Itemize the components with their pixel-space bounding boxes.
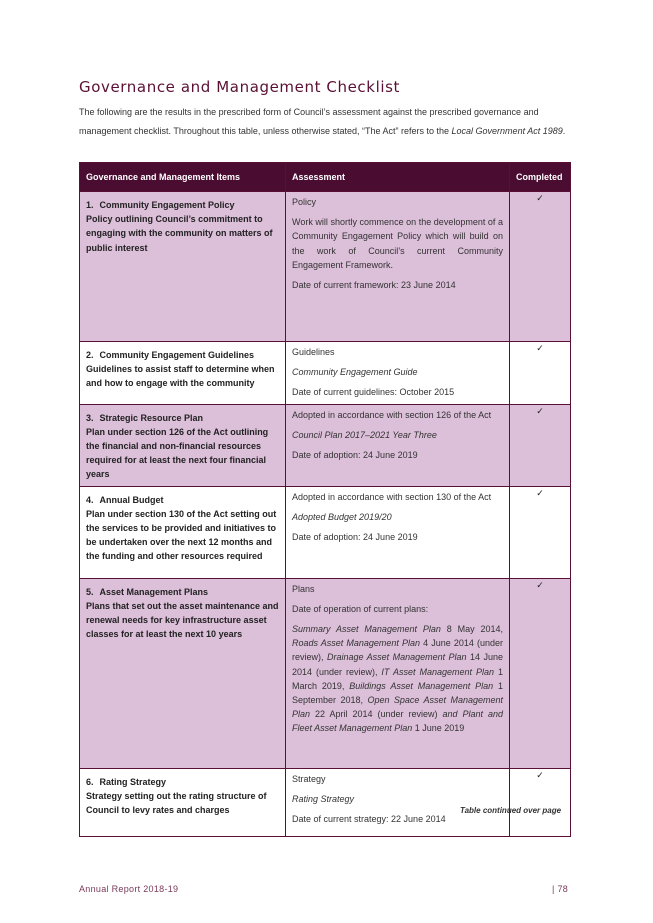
item-description: Plan under section 130 of the Act setting out the services to be provided and initiatives to be undertaken over the next 12 months and the funding and other resources required xyxy=(86,508,277,562)
completed-check-icon: ✓ xyxy=(510,404,571,486)
item-cell xyxy=(80,342,286,405)
footer-report-title: Annual Report 2018-19 xyxy=(79,884,179,894)
assessment-date: Date of adoption: 24 June 2019 xyxy=(292,450,418,461)
plan-name: Roads Asset Management Plan xyxy=(292,638,421,649)
plan-name: Open Space Asset Management Plan xyxy=(292,695,503,720)
plan-name: and Plant and Fleet Asset Management Plan xyxy=(292,709,503,734)
assessment-date: Date of current guidelines: October 2015 xyxy=(292,387,455,398)
completed-check-icon: ✓ xyxy=(510,578,571,768)
item-cell xyxy=(80,192,286,342)
footer-page-number: | 78 xyxy=(552,884,569,894)
intro-end: . xyxy=(562,126,566,136)
item-description: Strategy setting out the rating structure of Council to levy rates and charges xyxy=(86,790,267,816)
plan-date: 4 June 2014 (under review), xyxy=(292,638,504,663)
assessment-type: Adopted in accordance with section 130 of the Act xyxy=(292,491,492,502)
assessment-cell xyxy=(286,342,510,405)
plan-name: Drainage Asset Management Plan xyxy=(326,652,467,663)
assessment-cell xyxy=(286,404,510,486)
assessment-detail: Work will shortly commence on the development of a Community Engagement Policy which will build on the work of Council’s current Community Engagement Framework. xyxy=(292,217,503,270)
assessment-document: Adopted Budget 2019/20 xyxy=(292,511,392,522)
table-row xyxy=(80,342,571,405)
item-number: 2. xyxy=(86,350,94,360)
assessment-date: Date of current strategy: 22 June 2014 xyxy=(292,814,446,825)
assessment-document: Rating Strategy xyxy=(292,793,355,804)
assessment-document: Council Plan 2017–2021 Year Three xyxy=(292,429,437,440)
assessment-date: Date of adoption: 24 June 2019 xyxy=(292,532,418,543)
assessment-cell xyxy=(286,192,510,342)
assessment-cell xyxy=(286,768,510,836)
completed-check-icon: ✓ xyxy=(510,768,571,836)
item-number: 3. xyxy=(86,412,94,423)
item-description: Policy outlining Council’s commitment to engaging with the community on matters of public interest xyxy=(86,214,273,253)
assessment-type: Guidelines xyxy=(292,347,335,357)
item-name: Annual Budget xyxy=(99,494,164,505)
table-header-row xyxy=(80,163,571,192)
plan-name: Buildings Asset Management Plan xyxy=(349,680,494,691)
intro-paragraph xyxy=(79,103,569,141)
assessment-cell xyxy=(286,486,510,578)
page-title: Governance and Management Checklist xyxy=(79,78,400,96)
item-number: 6. xyxy=(86,776,94,787)
assessment-type: Policy xyxy=(292,197,317,207)
act-name: Local Government Act 1989 xyxy=(451,126,563,136)
table-row xyxy=(80,578,571,768)
assessment-date: Date of operation of current plans: xyxy=(292,603,429,614)
item-number: 4. xyxy=(86,494,94,505)
item-number: 5. xyxy=(86,586,94,597)
completed-check-icon: ✓ xyxy=(510,486,571,578)
item-description: Guidelines to assist staff to determine when and how to engage with the community xyxy=(86,364,275,389)
plan-name: Summary Asset Management Plan xyxy=(292,624,441,635)
assessment-cell xyxy=(286,578,510,768)
assessment-type: Strategy xyxy=(292,773,326,784)
assessment-type: Adopted in accordance with section 126 of the Act xyxy=(292,409,492,420)
item-cell xyxy=(80,768,286,836)
table-row xyxy=(80,192,571,342)
intro-text: The following are the results in the prescribed form of Council’s assessment against the prescribed governance and management checklist. Throughout this table, unless otherwise stated, “The Act” refers to the xyxy=(79,107,539,136)
item-description: Plans that set out the asset maintenance and renewal needs for key infrastructure asset classes for at least the next 10 years xyxy=(86,600,279,640)
completed-check-icon: ✓ xyxy=(510,192,571,342)
plan-date: 1 September 2018, xyxy=(292,680,503,706)
table-row xyxy=(80,404,571,486)
plan-date: 1 March 2019, xyxy=(292,666,503,691)
asset-plans-list xyxy=(292,622,503,736)
governance-checklist-table xyxy=(79,162,571,837)
item-cell xyxy=(80,486,286,578)
table-continued-note: Table continued over page xyxy=(460,806,562,815)
plan-date: 22 April 2014 (under review) xyxy=(310,709,443,720)
item-cell xyxy=(80,578,286,768)
plan-date: 14 June 2014 (under review), xyxy=(292,652,504,677)
header-completed: Completed xyxy=(510,163,571,192)
assessment-document: Community Engagement Guide xyxy=(292,367,418,378)
item-cell xyxy=(80,404,286,486)
item-number: 1. xyxy=(86,200,94,210)
table-row xyxy=(80,486,571,578)
plan-name: IT Asset Management Plan xyxy=(381,666,495,677)
item-name: Community Engagement Guidelines xyxy=(99,350,255,360)
item-description: Plan under section 126 of the Act outlining the financial and non-financial resources required for at least the next four financial years xyxy=(86,426,269,480)
header-assessment: Assessment xyxy=(286,163,510,192)
assessment-date: Date of current framework: 23 June 2014 xyxy=(292,280,456,291)
item-name: Asset Management Plans xyxy=(99,586,209,597)
item-name: Rating Strategy xyxy=(99,776,167,787)
item-name: Community Engagement Policy xyxy=(99,200,235,210)
plan-date: 1 June 2019 xyxy=(412,723,465,734)
table-row xyxy=(80,768,571,836)
assessment-type: Plans xyxy=(292,583,315,594)
item-name: Strategic Resource Plan xyxy=(99,412,204,423)
header-items: Governance and Management Items xyxy=(80,163,286,192)
completed-check-icon: ✓ xyxy=(510,342,571,405)
plan-date: 8 May 2014, xyxy=(440,624,503,635)
